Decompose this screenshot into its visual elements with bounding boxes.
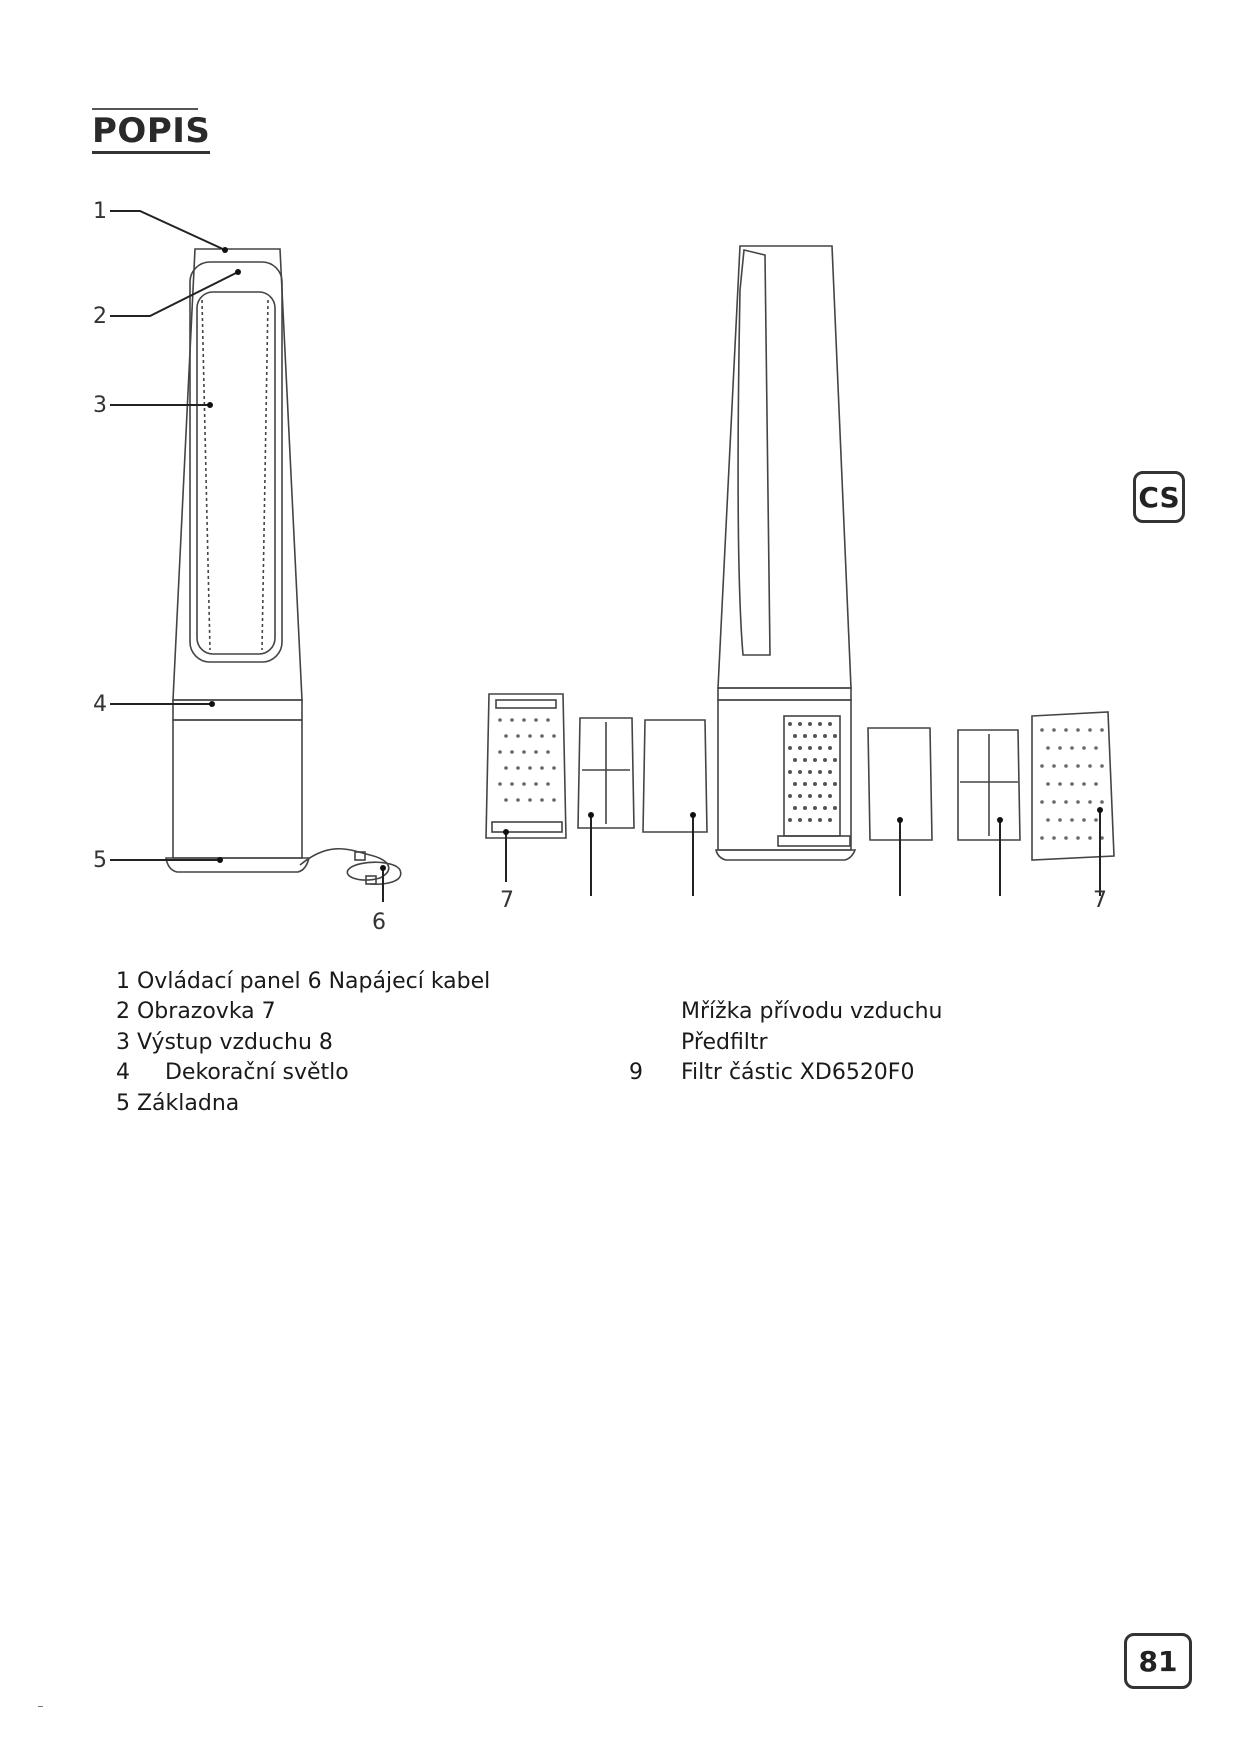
legend-line-3: 3 Výstup vzduchu 8 — [116, 1030, 333, 1055]
language-badge: CS — [1133, 471, 1185, 523]
legend-right-1: Mřížka přívodu vzduchu — [681, 999, 943, 1024]
callout-3: 3 — [93, 393, 107, 418]
legend-line-5: 5 Základna — [116, 1091, 240, 1116]
margin-mark — [38, 1706, 43, 1707]
legend-line-2: 2 Obrazovka 7 — [116, 999, 276, 1024]
leader-dots — [207, 247, 1103, 871]
callout-4: 4 — [93, 692, 107, 717]
legend-right-2: Předfiltr — [681, 1030, 768, 1055]
leader-lines — [110, 211, 1100, 902]
callout-7-right: 7 — [1093, 888, 1107, 913]
callout-1: 1 — [93, 199, 107, 224]
legend-line-1: 1 Ovládací panel 6 Napájecí kabel — [116, 969, 491, 994]
legend-right-num-9: 9 — [629, 1060, 643, 1085]
legend-line-4: 4 Dekorační světlo — [116, 1060, 349, 1085]
page-title: POPIS — [92, 112, 210, 154]
callout-7-left: 7 — [500, 888, 514, 913]
left-exploded-parts — [486, 694, 707, 838]
page-number: 81 — [1124, 1633, 1192, 1689]
front-tower — [166, 249, 401, 884]
callout-2: 2 — [93, 304, 107, 329]
legend-right-3: Filtr částic XD6520F0 — [681, 1060, 915, 1085]
grille-dots — [498, 718, 1104, 840]
rear-tower — [716, 246, 855, 860]
callout-6: 6 — [372, 910, 386, 935]
callout-5: 5 — [93, 848, 107, 873]
